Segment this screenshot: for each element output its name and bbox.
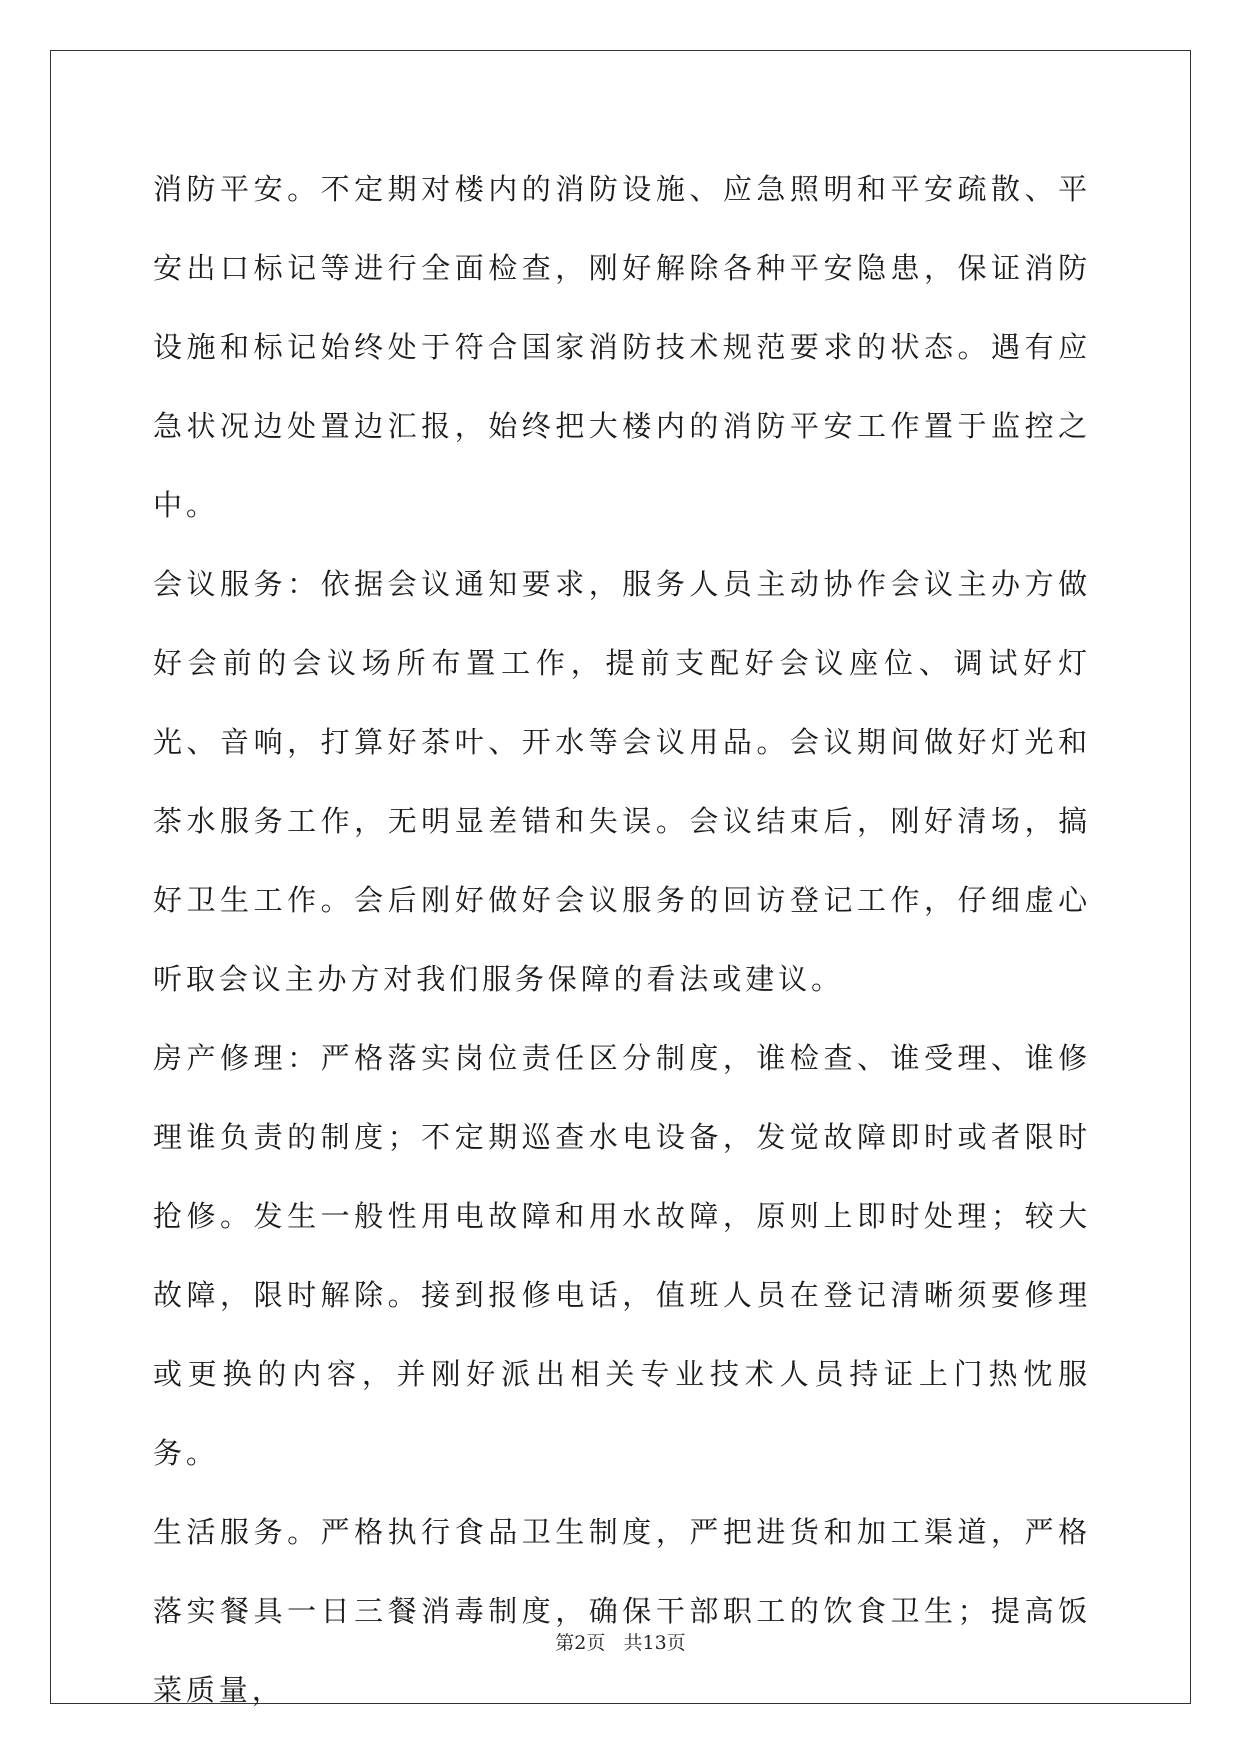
paragraph-fire-safety: 消防平安。不定期对楼内的消防设施、应急照明和平安疏散、平安出口标记等进行全面检查，刚好解除各种平安隐患，保证消防设施和标记始终处于符合国家消防技术规范要求的状态。遇有应急状况边处置边汇报，始终把大楼内的消防平安工作置于监控之中。 — [153, 172, 1091, 522]
page-number: 第2页 共13页 — [555, 1632, 686, 1654]
page-footer — [0, 1628, 1241, 1655]
paragraph-living-service: 生活服务。严格执行食品卫生制度，严把进货和加工渠道，严格落实餐具一日三餐消毒制度，确保干部职工的饮食卫生；提高饭菜质量， — [153, 1515, 1091, 1707]
paragraph-meeting-service: 会议服务：依据会议通知要求，服务人员主动协作会议主办方做好会前的会议场所布置工作，提前支配好会议座位、调试好灯光、音响，打算好茶叶、开水等会议用品。会议期间做好灯光和茶水服务工作，无明显差错和失误。会议结束后，刚好清场，搞好卫生工作。会后刚好做好会议服务的回访登记工作，仔细虚心听取会议主办方对我们服务保障的看法或建议。 — [153, 567, 1091, 996]
document-body — [153, 150, 1091, 1730]
paragraph-property-repair: 房产修理：严格落实岗位责任区分制度，谁检查、谁受理、谁修理谁负责的制度；不定期巡查水电设备，发觉故障即时或者限时抢修。发生一般性用电故障和用水故障，原则上即时处理；较大故障，限时解除。接到报修电话，值班人员在登记清晰须要修理或更换的内容，并刚好派出相关专业技术人员持证上门热忱服务。 — [153, 1041, 1091, 1470]
